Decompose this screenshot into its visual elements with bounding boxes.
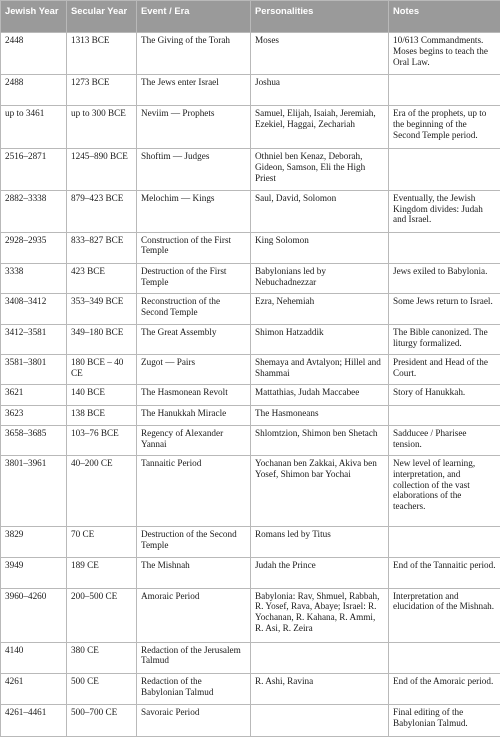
cell-notes [389,232,500,263]
cell-secular-year: 103–76 BCE [67,425,137,455]
table-row [1,148,500,190]
cell-event-era: The Great Assembly [137,324,251,354]
cell-secular-year: 500–700 CE [67,705,137,737]
cell-jewish-year: 3338 [1,264,67,294]
cell-secular-year: 353–349 BCE [67,294,137,324]
cell-personalities: Shlomtzion, Shimon ben Shetach [251,425,389,455]
cell-personalities: Judah the Prince [251,558,389,588]
cell-jewish-year: 2882–3338 [1,190,67,232]
table-row [1,33,500,75]
cell-personalities [251,705,389,737]
cell-notes [389,405,500,425]
table-row [1,355,500,385]
cell-notes: Jews exiled to Babylonia. [389,264,500,294]
cell-jewish-year: 4140 [1,642,67,673]
cell-secular-year: 40–200 CE [67,456,137,527]
cell-event-era: Tannaitic Period [137,456,251,527]
cell-event-era: Amoraic Period [137,588,251,642]
cell-notes: Final editing of the Babylonian Talmud. [389,705,500,737]
cell-personalities: Romans led by Titus [251,526,389,557]
cell-notes: The Bible canonized. The liturgy formalized. [389,324,500,354]
cell-secular-year: 140 BCE [67,385,137,405]
cell-personalities: Shemaya and Avtalyon; Hillel and Shammai [251,355,389,385]
table-row [1,190,500,232]
cell-event-era: Zugot — Pairs [137,355,251,385]
cell-personalities: Joshua [251,74,389,105]
cell-personalities [251,642,389,673]
cell-notes: President and Head of the Court. [389,355,500,385]
cell-notes: Interpretation and elucidation of the Mishnah. [389,588,500,642]
table-row [1,385,500,405]
cell-event-era: The Hanukkah Miracle [137,405,251,425]
header-row [1,1,500,33]
cell-secular-year: 879–423 BCE [67,190,137,232]
cell-jewish-year: 3412–3581 [1,324,67,354]
cell-notes [389,526,500,557]
cell-personalities: Babylonia: Rav, Shmuel, Rabbah, R. Yosef, Rava, Abaye; Israel: R. Yochanan, R. Kahana, R. Ammi, R. Asi, R. Zeira [251,588,389,642]
cell-event-era: Neviim — Prophets [137,106,251,149]
cell-secular-year: 500 CE [67,674,137,705]
cell-jewish-year: 3960–4260 [1,588,67,642]
cell-personalities: R. Ashi, Ravina [251,674,389,705]
cell-jewish-year: 4261 [1,674,67,705]
cell-notes: End of the Amoraic period. [389,674,500,705]
header-jewish-year: Jewish Year [1,1,67,33]
cell-jewish-year: 3581–3801 [1,355,67,385]
cell-secular-year: 70 CE [67,526,137,557]
cell-notes: End of the Tannaitic period. [389,558,500,588]
cell-event-era: The Mishnah [137,558,251,588]
cell-event-era: Destruction of the Second Temple [137,526,251,557]
cell-event-era: Melochim — Kings [137,190,251,232]
table-row [1,705,500,737]
cell-personalities: King Solomon [251,232,389,263]
cell-jewish-year: 3658–3685 [1,425,67,455]
cell-personalities: Moses [251,33,389,75]
cell-notes: 10/613 Commandments. Moses begins to teach the Oral Law. [389,33,500,75]
cell-notes: Eventually, the Jewish Kingdom divides: Judah and Israel. [389,190,500,232]
cell-event-era: Shoftim — Judges [137,148,251,190]
table-body [1,33,500,737]
cell-notes [389,642,500,673]
table-row [1,294,500,324]
cell-secular-year: 833–827 BCE [67,232,137,263]
cell-jewish-year: 2516–2871 [1,148,67,190]
cell-notes: Story of Hanukkah. [389,385,500,405]
table-row [1,674,500,705]
table-row [1,232,500,263]
table-header [1,1,500,33]
cell-personalities: Shimon Hatzaddik [251,324,389,354]
cell-notes: New level of learning, interpretation, and collection of the vast elaborations of the teachers. [389,456,500,527]
cell-jewish-year: 2448 [1,33,67,75]
cell-event-era: The Jews enter Israel [137,74,251,105]
table-row [1,425,500,455]
table-row [1,264,500,294]
cell-jewish-year: 3623 [1,405,67,425]
header-notes: Notes [389,1,500,33]
table-row [1,588,500,642]
cell-personalities: Yochanan ben Zakkai, Akiva ben Yosef, Shimon bar Yochai [251,456,389,527]
cell-notes: Sadducee / Pharisee tension. [389,425,500,455]
cell-secular-year: 1245–890 BCE [67,148,137,190]
cell-secular-year: 423 BCE [67,264,137,294]
cell-personalities: The Hasmoneans [251,405,389,425]
cell-jewish-year: 2928–2935 [1,232,67,263]
header-event-era: Event / Era [137,1,251,33]
cell-jewish-year: 3408–3412 [1,294,67,324]
cell-personalities: Mattathias, Judah Maccabee [251,385,389,405]
cell-jewish-year: 2488 [1,74,67,105]
cell-jewish-year: up to 3461 [1,106,67,149]
table-row [1,324,500,354]
header-secular-year: Secular Year [67,1,137,33]
cell-jewish-year: 3829 [1,526,67,557]
cell-notes: Era of the prophets, up to the beginning of the Second Temple period. [389,106,500,149]
cell-personalities: Saul, David, Solomon [251,190,389,232]
cell-event-era: Redaction of the Jerusalem Talmud [137,642,251,673]
cell-secular-year: 349–180 BCE [67,324,137,354]
cell-secular-year: up to 300 BCE [67,106,137,149]
cell-jewish-year: 3949 [1,558,67,588]
cell-secular-year: 380 CE [67,642,137,673]
cell-secular-year: 1313 BCE [67,33,137,75]
table-row [1,642,500,673]
cell-secular-year: 180 BCE – 40 CE [67,355,137,385]
header-personalities: Personalities [251,1,389,33]
cell-jewish-year: 3801–3961 [1,456,67,527]
cell-notes [389,74,500,105]
cell-jewish-year: 4261–4461 [1,705,67,737]
cell-personalities: Othniel ben Kenaz, Deborah, Gideon, Samson, Eli the High Priest [251,148,389,190]
table-row [1,106,500,149]
cell-event-era: Savoraic Period [137,705,251,737]
cell-secular-year: 138 BCE [67,405,137,425]
table-row [1,558,500,588]
cell-notes [389,148,500,190]
cell-jewish-year: 3621 [1,385,67,405]
cell-personalities: Ezra, Nehemiah [251,294,389,324]
cell-event-era: Redaction of the Babylonian Talmud [137,674,251,705]
table-row [1,405,500,425]
cell-notes: Some Jews return to Israel. [389,294,500,324]
cell-event-era: The Hasmonean Revolt [137,385,251,405]
cell-personalities: Samuel, Elijah, Isaiah, Jeremiah, Ezekiel, Haggai, Zechariah [251,106,389,149]
cell-event-era: Reconstruction of the Second Temple [137,294,251,324]
table-row [1,456,500,527]
cell-event-era: The Giving of the Torah [137,33,251,75]
table-row [1,74,500,105]
cell-personalities: Babylonians led by Nebuchadnezzar [251,264,389,294]
cell-secular-year: 200–500 CE [67,588,137,642]
cell-event-era: Destruction of the First Temple [137,264,251,294]
cell-secular-year: 1273 BCE [67,74,137,105]
table-row [1,526,500,557]
cell-event-era: Regency of Alexander Yannai [137,425,251,455]
cell-secular-year: 189 CE [67,558,137,588]
cell-event-era: Construction of the First Temple [137,232,251,263]
